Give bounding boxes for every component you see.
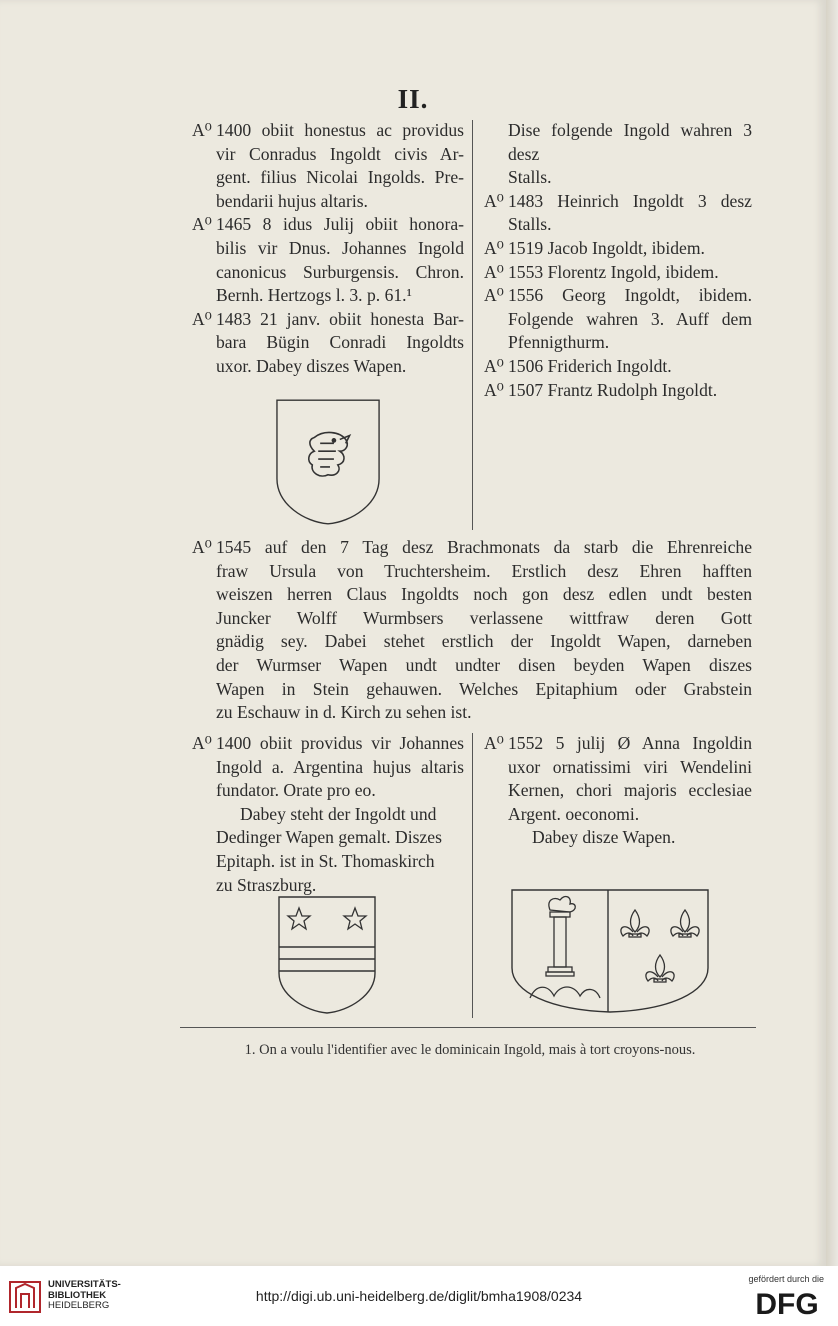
text-line: bara Bügin Conradi Ingoldts: [216, 332, 464, 353]
anno-marker: A⁰: [192, 537, 212, 557]
anno-marker: A⁰: [484, 355, 504, 376]
text-line: Dedinger Wapen gemalt. Diszes: [216, 827, 442, 848]
text-line: bilis vir Dnus. Johannes Ingold: [216, 237, 464, 258]
text-line: Pfennigthurm.: [508, 332, 610, 353]
left-column: [192, 119, 464, 379]
text-line: Epitaph. ist in St. Thomaskirch: [216, 850, 435, 871]
text-line: canonicus Surburgensis. Chron.: [216, 261, 464, 282]
entry: [484, 355, 752, 379]
text-line: Juncker Wolff Wurmbsers verlassene wittfraw deren Gott: [216, 607, 752, 628]
column-icon: [530, 897, 600, 998]
text-line: uxor ornatissimi viri Wendelini: [508, 756, 752, 777]
column-divider-top: [472, 120, 473, 530]
anno-marker: A⁰: [484, 733, 504, 753]
middle-entry: [192, 536, 752, 725]
text-line: Argent. oeconomi.: [508, 803, 640, 824]
text-line: zu Straszburg.: [216, 874, 317, 895]
anno-marker: A⁰: [192, 308, 212, 329]
text-line: 1400 obiit honestus ac providus: [216, 120, 464, 140]
lower-right-column: [484, 732, 752, 850]
text-line: weiszen herren Claus Ingoldts noch gon desz edlen undt besten: [216, 584, 752, 605]
entry: [484, 119, 752, 190]
text-line: Kernen, chori majoris ecclesiae: [508, 780, 752, 801]
anno-marker: A⁰: [484, 237, 504, 258]
viewer-footer: [0, 1266, 838, 1326]
dfg-logo-text: DFG: [755, 1288, 819, 1318]
text-line: 1506 Friderich Ingoldt.: [508, 355, 672, 376]
page-edge: [826, 0, 838, 1266]
entry: [484, 237, 752, 261]
text-line: Wapen in Stein gehauwen. Welches Epitaphium oder Grabstein: [216, 678, 752, 699]
footnote: 1. On a voulu l'identifier avec le dominicain Ingold, mais à tort croyons-nous.: [244, 1042, 696, 1058]
library-line-3: HEIDELBERG: [48, 1300, 110, 1311]
entry: [484, 732, 752, 850]
lower-left-column: [192, 732, 464, 897]
entry: [484, 190, 752, 237]
footnote-separator: [180, 1027, 756, 1028]
anno-marker: A⁰: [192, 120, 212, 140]
text-line: gnädig sey. Dabei stehet erstlich der Ingoldt Wapen, darneben: [216, 631, 752, 652]
fleur-de-lis-icon: [671, 910, 699, 937]
text-line: gent. filius Nicolai Ingolds. Pre-: [216, 167, 464, 188]
text-line: 1545 auf den 7 Tag desz Brachmonats da starb die Ehrenreiche: [216, 537, 752, 557]
entry: [192, 536, 752, 725]
anno-marker: A⁰: [192, 733, 212, 753]
entry: [192, 732, 464, 897]
text-line: vir Conradus Ingoldt civis Ar-: [216, 143, 464, 164]
text-line: uxor. Dabey diszes Wapen.: [216, 355, 407, 376]
text-line: 1553 Florentz Ingold, ibidem.: [508, 261, 719, 282]
entry: [484, 379, 752, 403]
anno-marker: A⁰: [484, 190, 504, 211]
funded-by-label: gefördert durch die: [748, 1274, 824, 1284]
text-line: Bernh. Hertzogs l. 3. p. 61.¹: [216, 285, 412, 306]
griffin-head-icon: [309, 432, 350, 476]
entry: [484, 261, 752, 285]
text-line: Folgende wahren 3. Auff dem: [508, 308, 752, 329]
text-line: 1483 21 janv. obiit honesta Bar-: [216, 308, 464, 329]
fleur-de-lis-icon: [646, 955, 674, 982]
star-icon: [288, 908, 310, 929]
text-line: Dabey steht der Ingoldt und: [240, 803, 437, 824]
permalink-url[interactable]: http://digi.ub.uni-heidelberg.de/diglit/bmha1908/0234: [255, 1288, 583, 1304]
text-line: Stalls.: [508, 214, 552, 235]
text-line: bendarii hujus altaris.: [216, 190, 368, 211]
text-line: 1552 5 julij Ø Anna Ingoldin: [508, 733, 752, 753]
text-line: Dise folgende Ingold wahren 3 desz: [508, 120, 752, 164]
ingoldt-shield: [275, 397, 383, 527]
text-line: 1465 8 idus Julij obiit honora-: [216, 214, 464, 235]
column-divider-bottom: [472, 733, 473, 1018]
text-line: Ingold a. Argentina hujus altaris: [216, 756, 464, 777]
page-heading: II.: [397, 84, 429, 114]
star-icon: [344, 908, 366, 929]
text-line: fraw Ursula von Truchtersheim. Erstlich desz Ehren hafften: [216, 560, 752, 581]
anno-marker: A⁰: [484, 379, 504, 400]
entry: [484, 284, 752, 355]
text-line: fundator. Orate pro eo.: [216, 780, 376, 801]
text-line: 1519 Jacob Ingoldt, ibidem.: [508, 237, 705, 258]
text-line: 1483 Heinrich Ingoldt 3 desz: [508, 190, 752, 211]
anno-marker: A⁰: [484, 285, 504, 306]
entry: [192, 119, 464, 213]
anno-marker: A⁰: [484, 261, 504, 282]
text-line: der Wurmser Wapen undt undter disen beyden Wapen diszes: [216, 654, 752, 675]
entry: [192, 308, 464, 379]
entry: [192, 213, 464, 307]
text-line: zu Eschauw in d. Kirch zu sehen ist.: [216, 702, 472, 723]
text-line: Dabey disze Wapen.: [532, 827, 676, 848]
ingoldt-dedinger-shield: [277, 895, 377, 1015]
right-column: [484, 119, 752, 402]
text-line: 1507 Frantz Rudolph Ingoldt.: [508, 379, 718, 400]
library-line-2: BIBLIOTHEK: [48, 1289, 107, 1301]
anno-marker: A⁰: [192, 214, 212, 235]
text-line: Stalls.: [508, 167, 552, 188]
text-line: 1556 Georg Ingoldt, ibidem.: [508, 285, 752, 306]
text-line: 1400 obiit providus vir Johannes: [216, 733, 464, 753]
library-line-1: UNIVERSITÄTS-: [48, 1279, 121, 1290]
dfg-logo-icon: [748, 1288, 826, 1318]
ingold-kernen-shield: [510, 888, 710, 1013]
fleur-de-lis-icon: [621, 910, 649, 937]
